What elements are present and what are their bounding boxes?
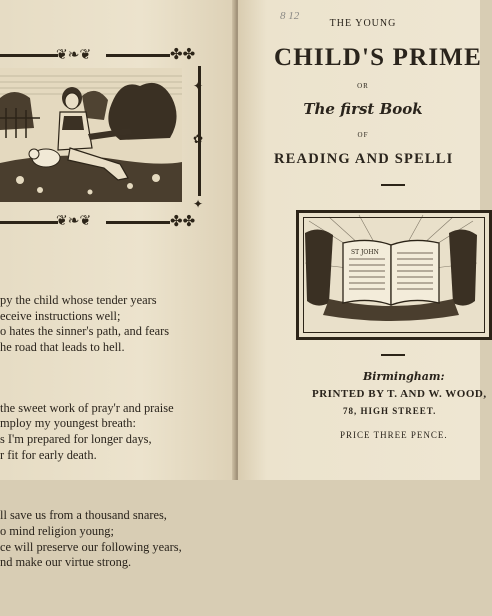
- corner-ornament: ✤✤: [170, 45, 196, 63]
- poem-stanza-1: py the child whose tender years eceive instructions well; o hates the sinner's path, and fears he road that leads to hell.: [0, 293, 170, 354]
- main-title: CHILD'S PRIME: [274, 44, 482, 71]
- flourish-ornament-bottom: ❦❧❦: [56, 213, 92, 229]
- side-ornament-mid: ✿: [193, 132, 204, 146]
- frame-bottom-rule-left: [0, 221, 58, 224]
- subtitle-gothic: The first Book: [303, 100, 423, 118]
- frame-top-rule-left: [0, 54, 58, 57]
- subtitle-reading: READING AND SPELLI: [274, 151, 454, 167]
- pencil-annotation: 8 12: [280, 10, 300, 22]
- poem-stanza-3: ll save us from a thousand snares, o mind religion young; ce will preserve our following years, nd make our virtue strong.: [0, 508, 182, 570]
- frame-bottom-rule-right: [106, 221, 170, 224]
- price-line: PRICE THREE PENCE.: [340, 430, 448, 440]
- poem-text: [0, 262, 230, 616]
- open-book-engraving: [299, 213, 483, 331]
- flourish-ornament: ❦❧❦: [56, 47, 92, 63]
- book-page-label: ST JOHN: [351, 249, 379, 256]
- book-engraving-frame: [296, 210, 492, 340]
- side-ornament-bottom: ✦: [193, 197, 204, 211]
- woodcut-illustration: [0, 68, 182, 202]
- left-page: [0, 0, 236, 570]
- corner-ornament-bottom: ✤✤: [170, 212, 196, 230]
- imprint-city: Birmingham:: [363, 370, 445, 383]
- imprint-rule: [381, 354, 405, 356]
- pre-title: THE YOUNG: [329, 18, 397, 29]
- right-page: [238, 0, 487, 480]
- or-connector: OR: [357, 82, 369, 90]
- side-ornament-top: ✦: [193, 79, 204, 93]
- imprint-printer: PRINTED BY T. AND W. WOOD,: [312, 388, 487, 400]
- poem-stanza-2: the sweet work of pray'r and praise mploy my youngest breath: s I'm prepared for longer days, r fit for early death.: [0, 400, 174, 462]
- title-rule: [381, 184, 405, 186]
- frame-top-rule-right: [106, 54, 170, 57]
- of-connector: OF: [357, 131, 369, 139]
- imprint-address: 78, HIGH STREET.: [343, 406, 437, 416]
